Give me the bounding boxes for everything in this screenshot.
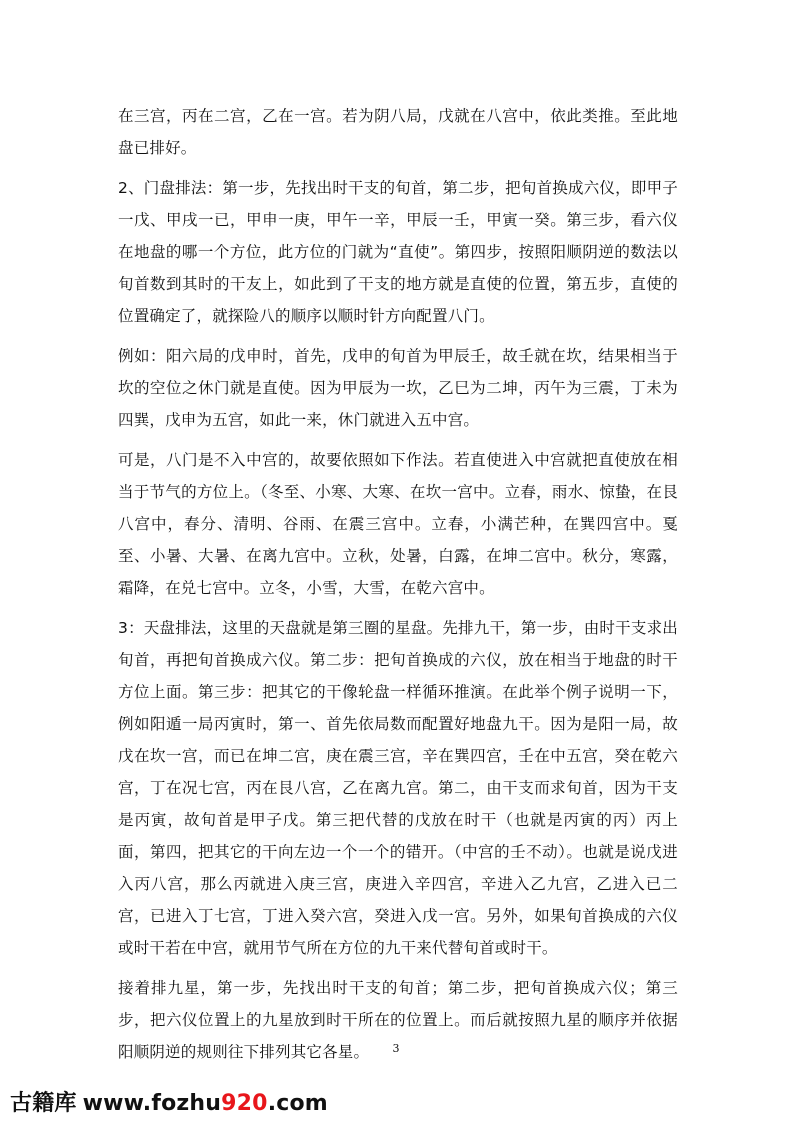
watermark-brand: 古籍库 (10, 1091, 77, 1116)
watermark-url-number: 920 (221, 1091, 268, 1116)
document-body (118, 100, 678, 1076)
paragraph-example-yang-six: 例如：阳六局的戊申时，首先，戊申的旬首为甲辰壬，故壬就在坎，结果相当于坎的空位之休门就是直使。因为甲辰为一坎，乙巳为二坤，丙午为三震，丁未为四巽，戊申为五宫，如此一来，休门就进入五中宫。 (118, 347, 678, 429)
watermark-url-prefix: www.fozhu (82, 1091, 222, 1116)
paragraph-earth-plate-end: 在三宫，丙在二宫，乙在一宫。若为阴八局，戊就在八宫中，依此类推。至此地盘已排好。 (118, 107, 678, 157)
paragraph-nine-stars: 接着排九星，第一步，先找出时干支的旬首；第二步，把旬首换成六仪；第三步，把六仪位置上的九星放到时干所在的位置上。而后就按照九星的顺序并依据阳顺阴逆的规则往下排列其它各星。 (118, 979, 678, 1061)
paragraph-heaven-plate-method: 3：天盘排法，这里的天盘就是第三圈的星盘。先排九干，第一步，由时干支求出旬首，再把旬首换成六仪。第二步：把旬首换成的六仪，放在相当于地盘的时干方位上面。第三步：把其它的干像轮盘一样循环推演。在此举个例子说明一下，例如阳遁一局丙寅时，第一、首先依局数而配置好地盘九干。因为是阳一局，故戊在坎一宫，而已在坤二宫，庚在震三宫，辛在巽四宫，壬在中五宫，癸在乾六宫，丁在况七宫，丙在艮八宫，乙在离九宫。第二，由干支而求旬首，因为干支是丙寅，故旬首是甲子戊。第三把代替的戊放在时干（也就是丙寅的丙）丙上面，第四，把其它的干向左边一个一个的错开。（中宫的壬不动）。也就是说戊进入丙八宫，那么丙就进入庚三宫，庚进入辛四宫，辛进入乙九宫，乙进入已二宫，已进入丁七宫，丁进入癸六宫，癸进入戊一宫。另外，如果旬首换成的六仪或时干若在中宫，就用节气所在方位的九干来代替旬首或时干。 (118, 619, 678, 957)
page-number: 3 (392, 1042, 400, 1055)
paragraph-door-plate-method: 2、门盘排法：第一步，先找出时干支的旬首，第二步，把旬首换成六仪，即甲子一戊、甲戌一已，甲申一庚，甲午一辛，甲辰一壬，甲寅一癸。第三步，看六仪在地盘的哪一个方位，此方位的门就为“直使”。第四步，按照阳顺阴逆的数法以旬首数到其时的干友上，如此到了干支的地方就是直使的位置，第五步，直使的位置确定了，就探险八的顺序以顺时针方向配置八门。 (118, 179, 678, 325)
site-watermark (10, 1086, 328, 1117)
paragraph-eight-doors-rule: 可是，八门是不入中宫的，故要依照如下作法。若直使进入中宫就把直使放在相当于节气的方位上。（冬至、小寒、大寒、在坎一宫中。立春，雨水、惊蛰，在艮八宫中，春分、清明、谷雨、在震三宫中。立春，小满芒种，在巽四宫中。戛至、小暑、大暑、在离九宫中。立秋，处暑，白露，在坤二宫中。秋分，寒露，霜降，在兑七宫中。立冬，小雪，大雪，在乾六宫中。 (118, 451, 678, 597)
watermark-url-suffix: .com (267, 1091, 328, 1116)
